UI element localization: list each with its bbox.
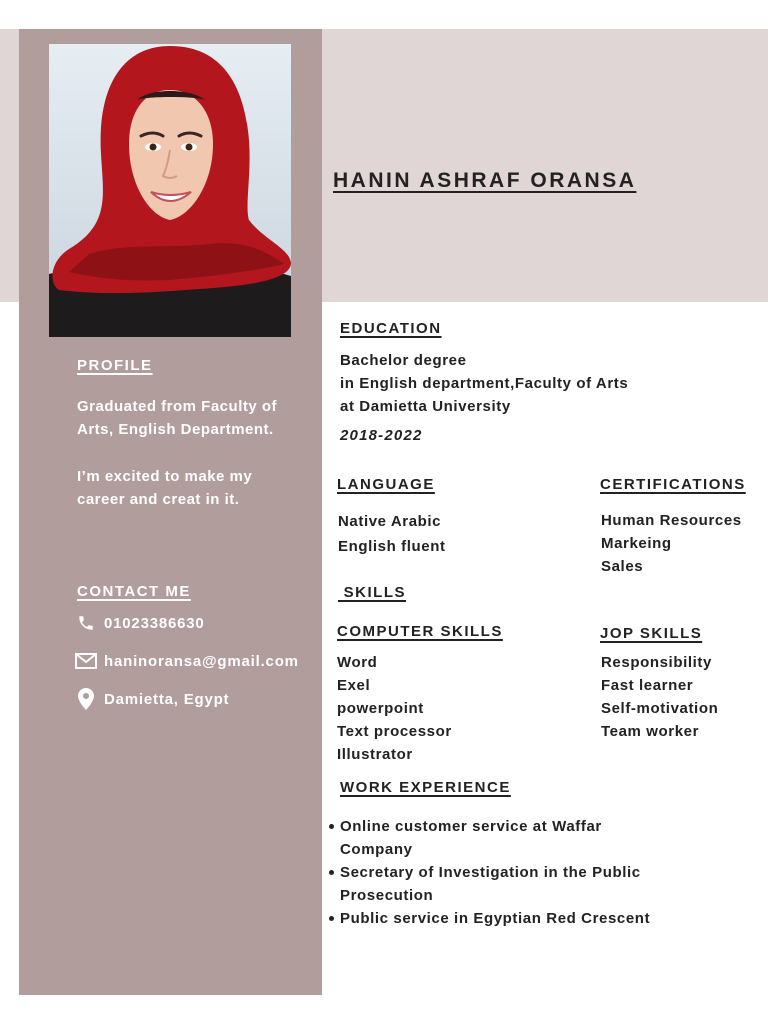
language-item: Native Arabic [338, 513, 442, 530]
contact-email[interactable] [75, 651, 299, 671]
computer-skill-item: Word [337, 654, 378, 671]
phone-number: 01023386630 [104, 614, 205, 632]
work-item: Online customer service at Waffar Company [328, 815, 728, 861]
candidate-name: HANIN ASHRAF ORANSA [333, 169, 637, 192]
job-skill-item: Team worker [601, 723, 700, 740]
work-item: Public service in Egyptian Red Crescent [328, 907, 728, 930]
education-heading: EDUCATION [340, 320, 442, 337]
computer-skill-item: powerpoint [337, 700, 424, 717]
envelope-icon [75, 651, 97, 671]
phone-icon [75, 613, 97, 633]
education-years: 2018-2022 [340, 427, 423, 444]
computer-skill-item: Illustrator [337, 746, 413, 763]
language-item: English fluent [338, 538, 446, 555]
certifications-heading: CERTIFICATIONS [600, 476, 746, 493]
job-skill-item: Self-motivation [601, 700, 719, 717]
language-heading: LANGUAGE [337, 476, 435, 493]
email-address: haninoransa@gmail.com [104, 652, 299, 670]
language-list [338, 509, 446, 559]
certification-item: Sales [601, 558, 644, 575]
contact-heading: CONTACT ME [77, 583, 191, 600]
location-text: Damietta, Egypt [104, 690, 230, 708]
certification-item: Markeing [601, 535, 672, 552]
profile-heading: PROFILE [77, 357, 153, 374]
education-details [340, 349, 628, 418]
computer-skills-list [337, 651, 452, 766]
certification-item: Human Resources [601, 512, 742, 529]
computer-skills-heading: COMPUTER SKILLS [337, 623, 503, 640]
skills-heading: SKILLS [338, 584, 407, 601]
profile-summary: Graduated from Faculty of Arts, English Department. [77, 398, 278, 438]
contact-phone[interactable] [75, 613, 205, 633]
job-skill-item: Fast learner [601, 677, 694, 694]
profile-photo [49, 44, 291, 337]
certifications-list [601, 509, 742, 578]
work-item: Secretary of Investigation in the Public Prosecution [328, 861, 728, 907]
education-university: at Damietta University [340, 398, 511, 415]
computer-skill-item: Text processor [337, 723, 452, 740]
job-skills-heading: JOP SKILLS [600, 625, 703, 642]
education-department: in English department,Faculty of Arts [340, 375, 629, 392]
work-experience-list [328, 815, 728, 930]
job-skill-item: Responsibility [601, 654, 712, 671]
contact-location [75, 689, 229, 709]
job-skills-list [601, 651, 718, 743]
education-degree: Bachelor degree [340, 352, 467, 369]
computer-skill-item: Exel [337, 677, 371, 694]
map-pin-icon [75, 689, 97, 709]
profile-goal: I’m excited to make my career and creat in it. [77, 468, 253, 508]
work-experience-heading: WORK EXPERIENCE [340, 779, 511, 796]
